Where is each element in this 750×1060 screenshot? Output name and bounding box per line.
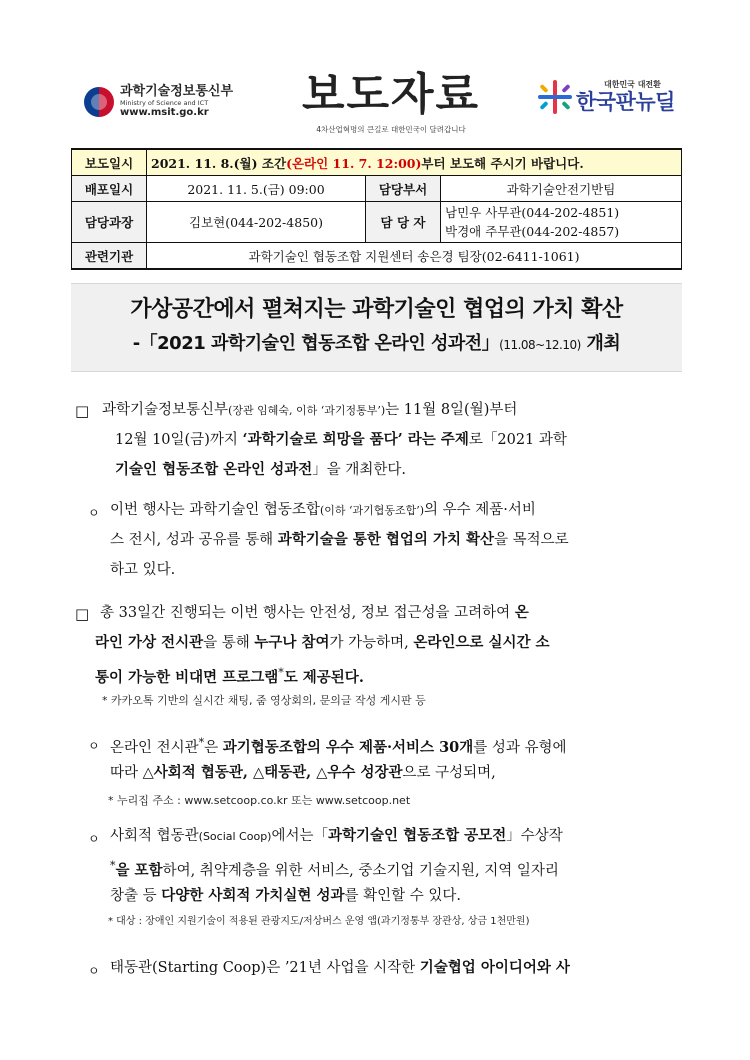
text: 창출 등 — [110, 888, 162, 904]
paragraph-2-line-2 — [110, 525, 569, 555]
paragraph-5-line-1 — [110, 821, 563, 852]
text: 를 성과 유형에 — [473, 739, 567, 756]
new-deal-title: 한국판뉴딜 — [576, 90, 675, 114]
text: 에서는「 — [271, 828, 329, 844]
text: (장관 임혜숙, 이하 ‘과기정통부’) — [228, 404, 386, 417]
footnote-1: * 카카오톡 기반의 실시간 채팅, 줌 영상회의, 문의글 작성 게시판 등 — [102, 694, 426, 707]
text: 도 제공된다. — [283, 668, 364, 686]
headline-subtitle — [71, 329, 682, 355]
paragraph-1-line-1 — [102, 395, 517, 426]
embargo-date: 2021. 11. 8.(월) 조간 — [151, 155, 287, 171]
text: 통이 가능한 비대면 프로그램 — [95, 668, 279, 686]
circle-bullet: ㅇ — [88, 739, 100, 753]
text: 사회적 협동관 — [110, 828, 199, 844]
new-deal-mark-icon — [538, 80, 572, 114]
text: * — [198, 736, 205, 749]
department-value: 과학기술안전기반팀 — [441, 176, 682, 202]
press-release-header — [0, 0, 750, 145]
text: 으로 구성되며, — [402, 765, 496, 781]
text: 이번 행사는 과학기술인 협동조합 — [110, 502, 320, 518]
paragraph-3-line-2 — [95, 628, 550, 658]
text: 과학기술인 협동조합 공모전 — [328, 827, 507, 844]
text: 총 33일간 진행되는 이번 행사는 안전성, 정보 접근성을 고려하여 — [100, 605, 515, 621]
manager-value: 김보현(044-202-4850) — [147, 202, 366, 243]
document-title: 보도자료 — [301, 69, 480, 120]
related-org-value: 과학기술인 협동조합 지원센터 송은경 팀장(02-6411-1061) — [147, 243, 682, 270]
paragraph-3-line-3 — [95, 658, 364, 693]
text: 12월 10일(금)까지 — [115, 432, 243, 448]
distribution-row — [72, 176, 682, 202]
paragraph-1-line-3 — [115, 455, 406, 485]
contact-row — [72, 202, 682, 243]
embargo-row — [72, 149, 682, 176]
staff-label: 담 당 자 — [366, 202, 441, 243]
related-org-row — [72, 243, 682, 270]
text: 과학기술을 통한 협업의 가치 확산 — [277, 531, 495, 548]
ministry-name: 과학기술정보통신부 — [120, 84, 234, 99]
embargo-note: 부터 보도해 주시기 바랍니다. — [421, 155, 584, 171]
headline-box — [71, 283, 682, 372]
text: 를 확인할 수 있다. — [344, 888, 461, 904]
headline-subtitle-end: 개최 — [580, 333, 621, 354]
text: 」을 개최한다. — [312, 462, 406, 478]
paragraph-4-line-2 — [110, 758, 496, 788]
footnote-2: * 누리집 주소 : www.setcoop.co.kr 또는 www.setcoop.net — [108, 794, 411, 807]
distribution-label: 배포일시 — [72, 176, 147, 202]
text: 하여, 취약계층을 위한 서비스, 중소기업 기술지원, 지역 일자리 — [162, 862, 559, 879]
embargo-value — [147, 149, 682, 176]
text: 따라 — [110, 765, 143, 781]
embargo-label: 보도일시 — [72, 149, 147, 176]
manager-label: 담당과장 — [72, 202, 147, 243]
text: * — [278, 666, 284, 679]
text: 과기협동조합의 우수 제품·서비스 30개 — [222, 738, 474, 756]
korean-new-deal-logo — [538, 80, 675, 114]
ministry-url: www.msit.go.kr — [120, 107, 209, 118]
related-org-label: 관련기관 — [72, 243, 147, 270]
circle-bullet: ㅇ — [88, 506, 100, 520]
text: 누구나 참여 — [254, 634, 330, 651]
paragraph-1-line-2 — [115, 425, 567, 455]
taegeuk-emblem-icon — [84, 87, 114, 117]
text: 의 우수 제품·서비 — [424, 502, 536, 518]
text: ‘과학기술로 희망을 품다’ 라는 주제 — [242, 431, 469, 448]
embargo-online-time: (온라인 11. 7. 12:00) — [286, 155, 422, 171]
distribution-value: 2021. 11. 5.(금) 09:00 — [147, 176, 366, 202]
paragraph-2-line-3: 하고 있다. — [110, 562, 176, 578]
staff-value — [441, 202, 682, 243]
text: 온라인으로 실시간 소 — [413, 634, 550, 651]
headline-subtitle-main: -「2021 과학기술인 협동조합 온라인 성과전」 — [132, 333, 500, 354]
circle-bullet: ㅇ — [88, 964, 100, 978]
text: 다양한 사회적 가치실현 성과 — [161, 887, 345, 904]
square-bullet: □ — [75, 605, 90, 623]
text: 온라인 전시관 — [110, 739, 199, 756]
text: 기술협업 아이디어와 사 — [419, 959, 570, 976]
text: 」수상작 — [506, 828, 563, 844]
ministry-english-name: Ministry of Science and ICT — [120, 99, 209, 107]
text: 라인 가상 전시관 — [95, 634, 204, 651]
text: 기술인 협동조합 온라인 성과전 — [115, 461, 313, 478]
text: 가 가능하며, — [329, 635, 414, 651]
text: 을 통해 — [203, 635, 255, 651]
paragraph-5-line-3 — [110, 881, 461, 911]
ministry-logo — [84, 84, 233, 119]
new-deal-subtitle: 대한민국 대전환 — [604, 80, 661, 89]
paragraph-3-line-1 — [100, 598, 529, 628]
text: 과학기술정보통신부 — [102, 402, 229, 418]
text: 을 목적으로 — [494, 532, 569, 548]
text: 스 전시, 성과 공유를 통해 — [110, 532, 278, 548]
staff-contact-1: 남민우 사무관(044-202-4851) — [445, 205, 620, 220]
text: * — [110, 859, 116, 872]
release-info-table — [71, 148, 682, 270]
headline-title: 가상공간에서 펼쳐지는 과학기술인 협업의 가치 확산 — [130, 297, 623, 322]
circle-bullet: ㅇ — [88, 832, 100, 846]
paragraph-2-line-1 — [110, 495, 536, 526]
square-bullet: □ — [75, 402, 90, 420]
slogan: 4차산업혁명의 큰길로 대한민국이 달려갑니다 — [316, 125, 466, 134]
headline-subtitle-dates: (11.08~12.10) — [499, 338, 581, 352]
text: 는 11월 8일(월)부터 — [385, 402, 518, 418]
footnote-3: * 대상 : 장애인 지원기술이 적용된 관광지도/저상버스 운영 앱(과기정통부 장관상, 상금 1천만원) — [108, 916, 530, 927]
text: 로「2021 과학 — [468, 432, 567, 448]
text: (Social Coop) — [198, 830, 272, 843]
paragraph-6-line-1 — [110, 953, 570, 983]
text: 은 — [204, 739, 223, 756]
text: 을 포함 — [115, 861, 163, 879]
text: 태동관(Starting Coop)은 ’21년 사업을 시작한 — [110, 960, 420, 976]
text: (이하 ‘과기협동조합’) — [319, 504, 425, 517]
text: △사회적 협동관, △태동관, △우수 성장관 — [142, 764, 403, 781]
text: 온 — [514, 604, 529, 621]
staff-contact-2: 박경애 주무관(044-202-4857) — [445, 224, 620, 239]
department-label: 담당부서 — [366, 176, 441, 202]
